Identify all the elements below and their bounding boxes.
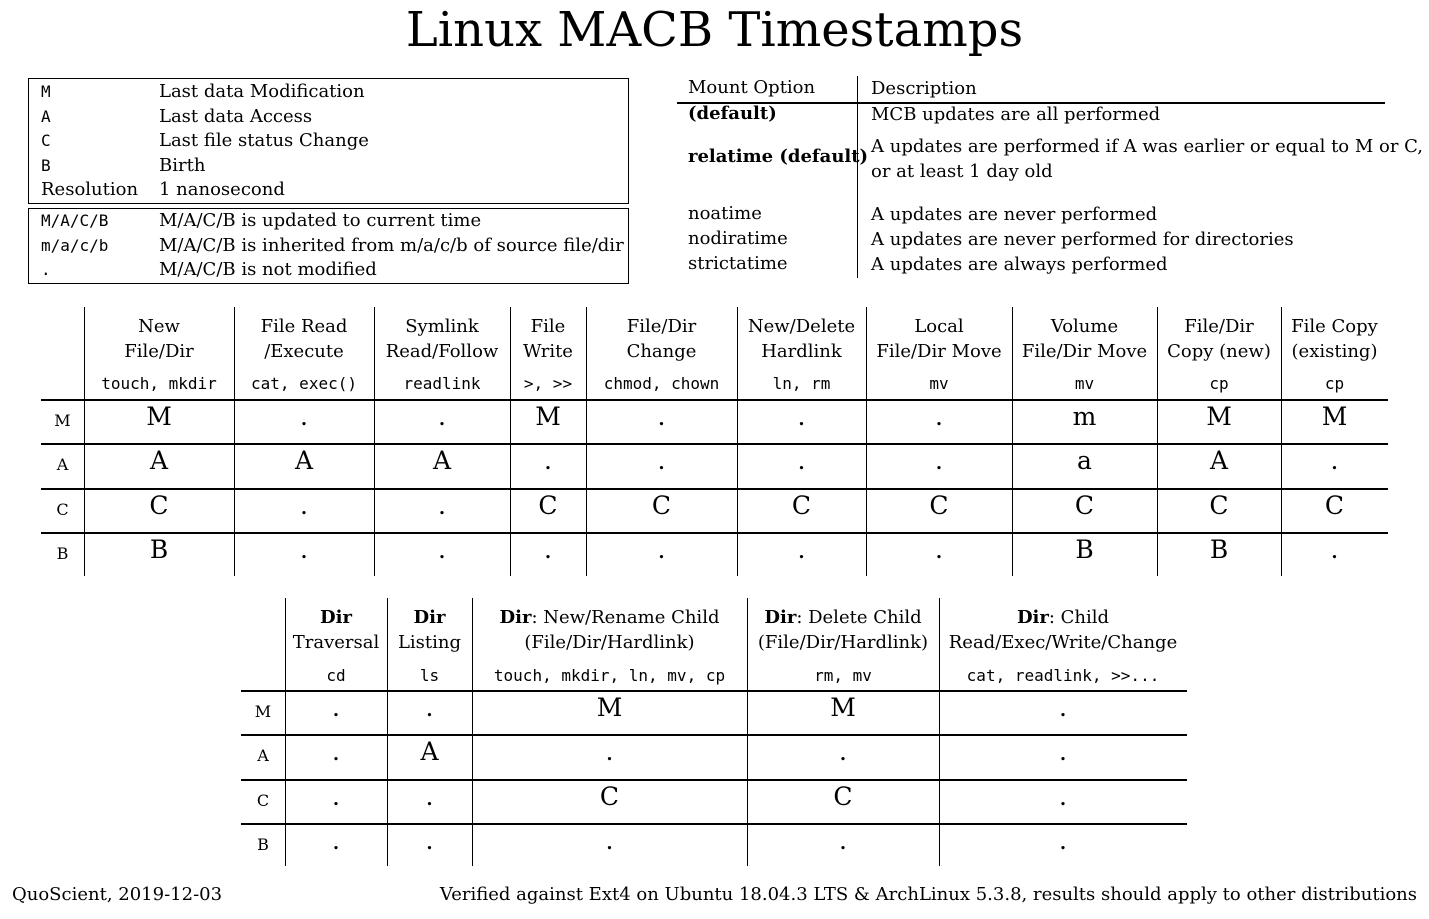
column-header: /Execute — [264, 341, 344, 362]
column-header: Local — [914, 316, 964, 337]
legend-key: A — [41, 106, 51, 126]
row-label: C — [56, 500, 69, 519]
table-cell: A — [432, 446, 452, 475]
mount-description: A updates are never performed — [871, 204, 1158, 225]
table-cell: . — [657, 402, 666, 431]
table-cell: C — [833, 782, 853, 811]
table-cell: C — [1074, 491, 1095, 520]
column-command: cp — [1209, 374, 1229, 393]
mount-header-option: Mount Option — [688, 77, 816, 98]
column-header — [387, 605, 472, 630]
column-header: File — [530, 316, 566, 337]
footer-note: Verified against Ext4 on Ubuntu 18.04.3 LTS & ArchLinux 5.3.8, results should apply to other distributions — [439, 884, 1417, 905]
legend-key: C — [41, 131, 51, 150]
column-command: touch, mkdir — [101, 374, 217, 393]
legend-value: 1 nanosecond — [159, 179, 285, 200]
table-cell: . — [1330, 446, 1339, 475]
column-command: cat, exec() — [251, 374, 357, 393]
table-cell: M — [1321, 402, 1348, 431]
table-cell: A — [149, 446, 169, 475]
table-cell: . — [438, 402, 446, 431]
table-cell: A — [420, 737, 439, 766]
table-cell: . — [544, 535, 552, 564]
table-cell: . — [839, 737, 847, 766]
column-header: File/Dir Move — [876, 341, 1002, 362]
column-header: Hardlink — [761, 341, 842, 362]
legend-key: m/a/c/b — [41, 235, 109, 255]
table-cell: M — [1206, 402, 1232, 431]
header-bold-dir: Dir — [413, 607, 446, 628]
table-cell: . — [425, 782, 434, 811]
table-cell: . — [797, 446, 806, 475]
column-command: ln, rm — [772, 374, 831, 393]
table-cell: . — [1059, 737, 1067, 766]
legend-value: Last file status Change — [159, 130, 369, 151]
row-label: A — [257, 746, 269, 765]
column-command: mv — [929, 374, 949, 393]
table-cell: . — [1059, 826, 1067, 855]
legend-value: M/A/C/B is not modified — [159, 259, 377, 280]
table-cell: C — [538, 491, 558, 520]
header-text: : Child — [1048, 607, 1110, 628]
table-cell: . — [332, 737, 340, 766]
mount-description: A updates are always performed — [871, 254, 1168, 275]
table-cell: B — [1209, 535, 1229, 564]
table-cell: . — [332, 826, 340, 855]
legend-value: M/A/C/B is inherited from m/a/c/b of source file/dir — [159, 234, 624, 256]
column-header: File Read — [260, 316, 348, 337]
column-header: Traversal — [292, 632, 380, 653]
table-cell: B — [149, 535, 169, 564]
legend-key: M — [41, 82, 51, 101]
table-cell: C — [149, 491, 169, 520]
table-cell: . — [300, 491, 308, 520]
legend-value: Birth — [159, 154, 206, 176]
column-header: (File/Dir/Hardlink) — [524, 632, 695, 653]
table-cell: . — [797, 535, 806, 564]
table-cell: M — [535, 402, 561, 431]
table-cell: . — [438, 491, 446, 520]
legend-key: Resolution — [41, 179, 139, 200]
row-label: C — [256, 791, 270, 810]
page-title: Linux MACB Timestamps — [405, 2, 1024, 58]
table-cell: . — [935, 402, 943, 431]
column-header — [285, 605, 387, 630]
table-cell: C — [599, 782, 620, 811]
column-command: cat, readlink, >>... — [966, 666, 1160, 685]
column-header: Copy (new) — [1167, 341, 1271, 362]
mount-description: A updates are never performed for directories — [871, 229, 1294, 250]
table-cell: . — [935, 535, 943, 564]
table-cell: M — [596, 693, 623, 722]
column-command: mv — [1074, 374, 1095, 393]
table-cell: C — [651, 491, 672, 520]
column-header: File/Dir — [124, 341, 194, 362]
table-cell: . — [657, 446, 666, 475]
row-divider — [241, 823, 1187, 825]
mount-description: A updates are performed if A was earlier or equal to M or C, — [871, 136, 1424, 157]
column-header — [939, 605, 1187, 630]
header-text: : Delete Child — [796, 607, 922, 628]
column-command: readlink — [403, 374, 481, 393]
header-bold-dir: Dir — [764, 607, 797, 628]
column-command: rm, mv — [814, 666, 872, 685]
column-header — [747, 605, 939, 630]
mount-description: MCB updates are all performed — [871, 104, 1161, 125]
row-divider — [241, 779, 1187, 781]
header-bold-dir: Dir — [499, 607, 532, 628]
mount-option: strictatime — [688, 253, 788, 274]
column-command: chmod, chown — [603, 374, 720, 393]
column-header: File/Dir Move — [1021, 341, 1148, 362]
mount-option: nodiratime — [688, 228, 788, 249]
legend-key: B — [41, 155, 51, 175]
mount-option: (default) — [688, 103, 777, 124]
table-cell: C — [1209, 491, 1229, 520]
table-cell: M — [146, 402, 172, 431]
table-cell: . — [332, 782, 340, 811]
table-cell: C — [929, 491, 949, 520]
row-divider — [241, 734, 1187, 736]
column-header: Listing — [397, 632, 462, 653]
column-header: Symlink — [405, 316, 479, 337]
column-header: Change — [626, 341, 697, 362]
table-cell: C — [1324, 491, 1345, 520]
table-cell: . — [544, 446, 552, 475]
column-command: ls — [419, 666, 440, 685]
column-command: cp — [1324, 374, 1345, 393]
column-header — [472, 605, 747, 630]
table-cell: B — [1075, 535, 1094, 564]
row-label: A — [56, 455, 69, 474]
table-cell: . — [605, 737, 614, 766]
header-bold-dir: Dir — [1016, 607, 1049, 628]
mount-option: noatime — [688, 203, 762, 224]
header-bold-dir: Dir — [320, 607, 352, 628]
table-cell: . — [1059, 782, 1067, 811]
legend-value: Last data Access — [159, 105, 313, 127]
mount-option: relatime (default) — [688, 146, 869, 167]
legend-value: Last data Modification — [159, 81, 365, 102]
table-cell: . — [438, 535, 446, 564]
column-header: Write — [523, 341, 573, 362]
column-header: (existing) — [1291, 341, 1378, 362]
legend-key: . — [41, 260, 51, 279]
table-cell: . — [839, 826, 847, 855]
table-cell: a — [1077, 446, 1092, 475]
table-cell: . — [425, 693, 434, 722]
mount-header-description: Description — [871, 78, 977, 99]
column-command: >, >> — [523, 374, 573, 393]
header-text: : New/Rename Child — [531, 607, 720, 628]
table-cell: . — [605, 826, 614, 855]
table-cell: . — [797, 402, 806, 431]
column-header: File/Dir — [1184, 316, 1254, 337]
column-command: touch, mkdir, ln, mv, cp — [493, 666, 726, 685]
row-label: M — [54, 411, 71, 430]
table-cell: A — [1209, 446, 1229, 475]
column-header: New/Delete — [747, 316, 856, 337]
table-cell: A — [294, 446, 314, 475]
table-cell: . — [657, 535, 666, 564]
table-cell: C — [791, 491, 812, 520]
table-cell: . — [300, 535, 308, 564]
table-cell: . — [300, 402, 308, 431]
row-label: B — [257, 835, 269, 854]
column-header: Read/Exec/Write/Change — [948, 632, 1178, 653]
table-cell: M — [830, 693, 856, 722]
row-label: M — [254, 702, 272, 721]
column-header: New — [138, 316, 180, 337]
column-header: File/Dir — [626, 316, 697, 337]
footer-credit: QuoScient, 2019-12-03 — [12, 884, 223, 905]
row-label: B — [56, 544, 69, 563]
table-cell: . — [425, 826, 434, 855]
table-cell: . — [1330, 535, 1339, 564]
legend-key: M/A/C/B — [41, 211, 109, 230]
column-command: cd — [326, 666, 346, 685]
column-header: File Copy — [1291, 316, 1378, 337]
legend-value: M/A/C/B is updated to current time — [159, 210, 482, 231]
table-cell: . — [935, 446, 943, 475]
column-header: Volume — [1050, 316, 1119, 337]
table-cell: . — [332, 693, 340, 722]
row-divider — [241, 690, 1187, 692]
table-cell: m — [1072, 402, 1097, 431]
table-cell: . — [1059, 693, 1067, 722]
mount-description: or at least 1 day old — [871, 161, 1053, 182]
column-header: Read/Follow — [385, 341, 499, 362]
column-header: (File/Dir/Hardlink) — [757, 632, 929, 653]
